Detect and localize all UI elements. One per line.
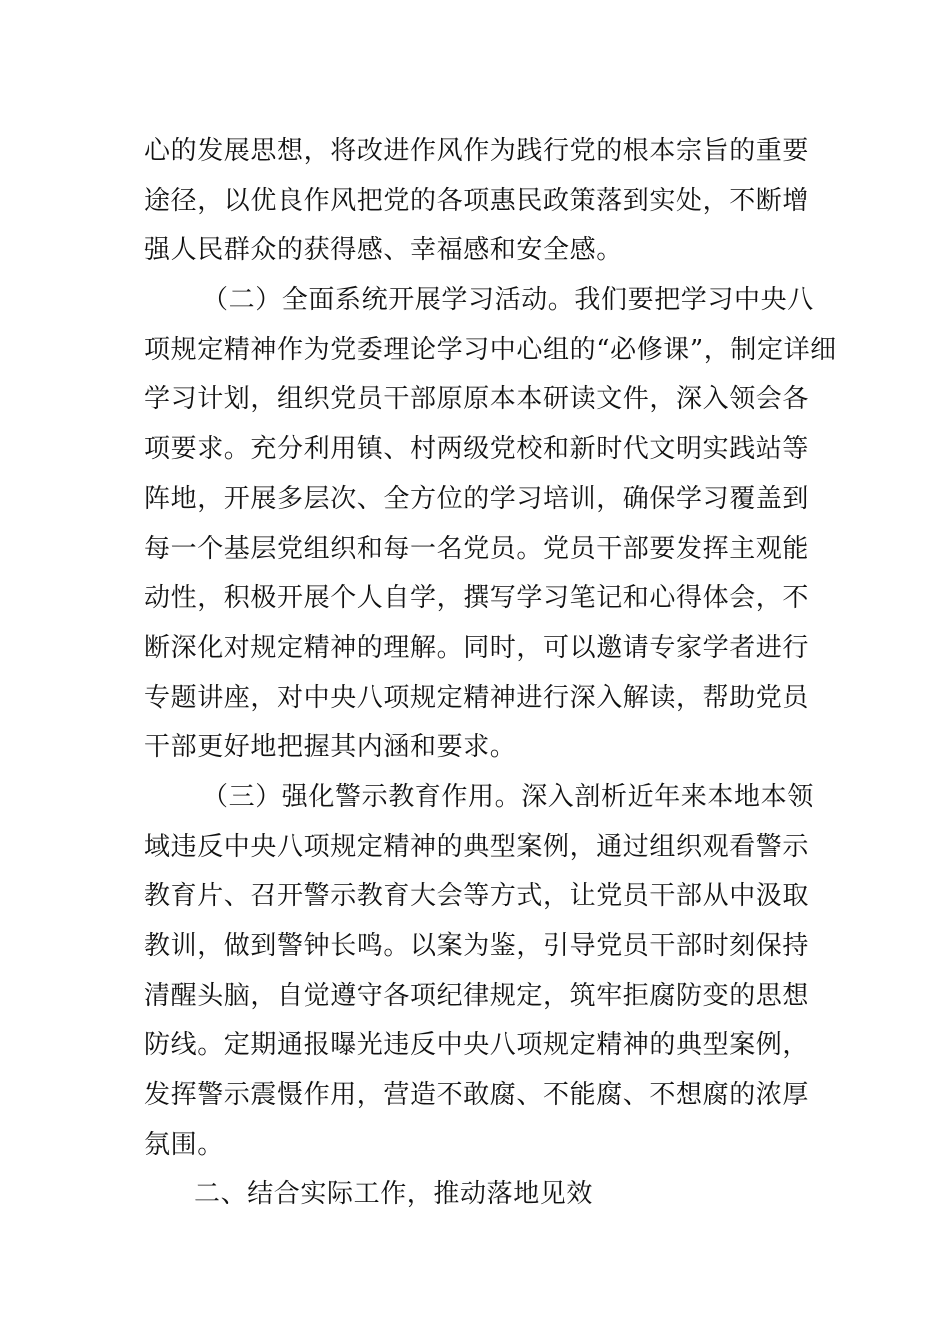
section-heading: 二、结合实际工作，推动落地见效 (194, 1179, 594, 1210)
text-line: 每一个基层党组织和每一名党员。党员干部要发挥主观能 (144, 533, 810, 564)
text-line: 动性，积极开展个人自学，撰写学习笔记和心得体会，不 (144, 583, 810, 614)
document-body (144, 127, 837, 1220)
text-line: 清醒头脑，自觉遵守各项纪律规定，筑牢拒腐防变的思想 (144, 980, 810, 1011)
text-line: 教训，做到警钟长鸣。以案为鉴，引导党员干部时刻保持 (144, 931, 810, 961)
text-line: 项规定精神作为党委理论学习中心组的“必修课”，制定详细 (144, 334, 837, 365)
section-3-first-line: （三）强化警示教育作用。深入剖析近年来本地本领 (202, 781, 814, 812)
text-line: 干部更好地把握其内涵和要求。 (144, 732, 517, 763)
text-line: 断深化对规定精神的理解。同时，可以邀请专家学者进行 (144, 632, 810, 663)
text-line: 项要求。充分利用镇、村两级党校和新时代文明实践站等 (144, 434, 810, 465)
text-line: 学习计划，组织党员干部原原本本研读文件，深入领会各 (144, 384, 810, 415)
text-line: 途径，以优良作风把党的各项惠民政策落到实处，不断增 (144, 185, 810, 216)
text-line: 氛围。 (144, 1129, 224, 1160)
text-line: 专题讲座，对中央八项规定精神进行深入解读，帮助党员 (144, 682, 810, 713)
text-line: 防线。定期通报曝光违反中央八项规定精神的典型案例， (144, 1030, 810, 1061)
text-line: 发挥警示震慑作用，营造不敢腐、不能腐、不想腐的浓厚 (144, 1080, 810, 1111)
text-line: 教育片、召开警示教育大会等方式，让党员干部从中汲取 (144, 881, 810, 912)
text-line: 阵地，开展多层次、全方位的学习培训，确保学习覆盖到 (144, 483, 810, 514)
section-2-first-line: （二）全面系统开展学习活动。我们要把学习中央八 (202, 285, 814, 316)
text-line: 域违反中央八项规定精神的典型案例，通过组织观看警示 (144, 831, 810, 862)
text-line: 强人民群众的获得感、幸福感和安全感。 (144, 235, 623, 266)
text-line: 心的发展思想，将改进作风作为践行党的根本宗旨的重要 (144, 136, 810, 166)
